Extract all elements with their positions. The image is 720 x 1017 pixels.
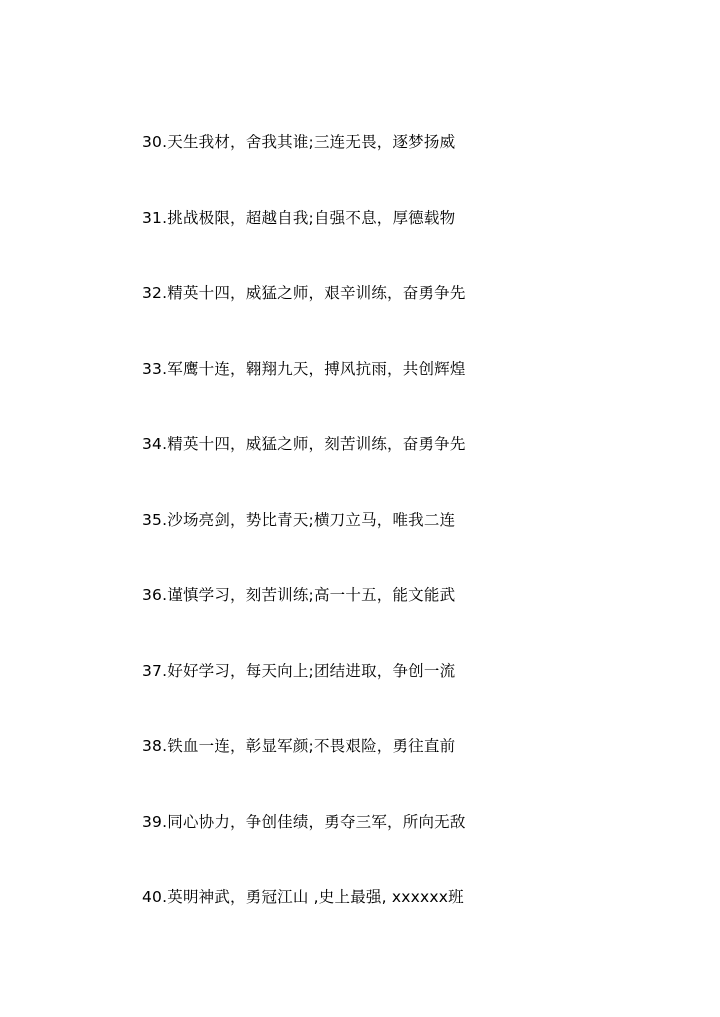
slogan-line-37: 37.好好学习，每天向上;团结进取，争创一流 bbox=[142, 661, 456, 680]
slogan-line-30: 30.天生我材，舍我其谁;三连无畏，逐梦扬威 bbox=[142, 133, 456, 151]
slogan-line-33: 33.军鹰十连，翱翔九天，搏风抗雨，共创辉煌 bbox=[142, 359, 466, 378]
slogan-line-32: 32.精英十四，威猛之师，艰辛训练，奋勇争先 bbox=[142, 284, 466, 302]
slogan-line-40: 40.英明神武，勇冠江山 ,史上最强, xxxxxx班 bbox=[142, 888, 464, 906]
slogan-line-34: 34.精英十四，威猛之师，刻苦训练，奋勇争先 bbox=[142, 435, 466, 453]
slogan-line-35: 35.沙场亮剑，势比青天;横刀立马，唯我二连 bbox=[142, 510, 456, 529]
slogan-line-39: 39.同心协力，争创佳绩，勇夺三军，所向无敌 bbox=[142, 812, 466, 831]
slogan-list bbox=[142, 131, 662, 962]
slogan-line-36: 36.谨慎学习，刻苦训练;高一十五，能文能武 bbox=[142, 586, 456, 604]
slogan-line-31: 31.挑战极限，超越自我;自强不息，厚德载物 bbox=[142, 208, 456, 227]
slogan-line-38: 38.铁血一连，彰显军颜;不畏艰险，勇往直前 bbox=[142, 737, 456, 755]
